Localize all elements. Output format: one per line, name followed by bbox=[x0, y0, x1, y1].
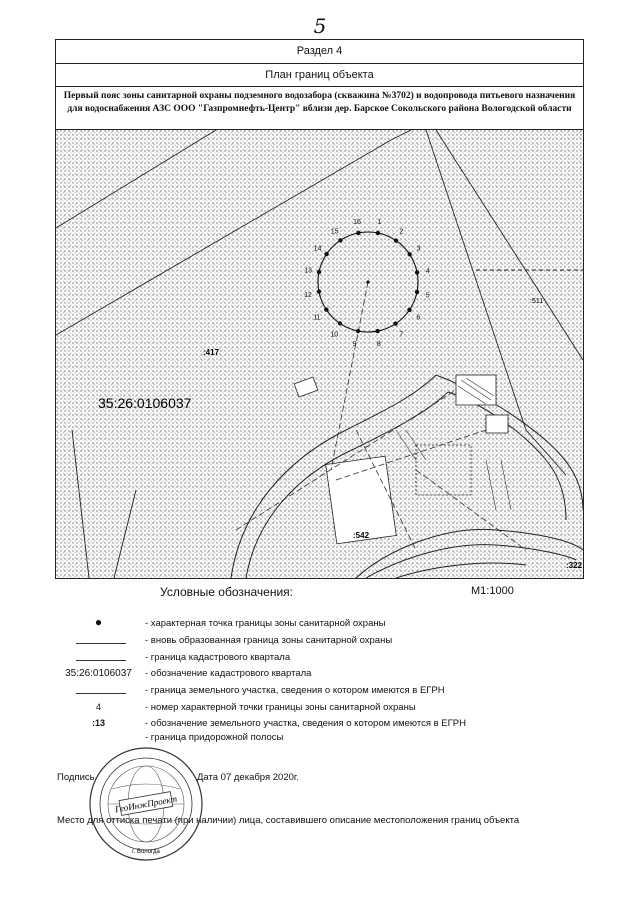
zone-point bbox=[415, 290, 419, 294]
legend-item bbox=[0, 635, 640, 651]
plan-subtitle: План границ объекта bbox=[56, 64, 583, 87]
legend-text: - граница придорожной полосы bbox=[145, 732, 284, 743]
parcel-label: :511 bbox=[530, 298, 544, 305]
zone-point bbox=[407, 252, 411, 256]
parcel-symbol: :13 bbox=[91, 718, 105, 728]
legend-item bbox=[0, 668, 640, 684]
zone-point-number: 13 bbox=[304, 267, 313, 275]
zone-point-number: 4 bbox=[425, 268, 430, 276]
legend-text: - граница кадастрового квартала bbox=[145, 652, 291, 663]
legend-text: - вновь образованная граница зоны санитарной охраны bbox=[145, 635, 393, 646]
seal-bottom-text: г. Вологда bbox=[132, 849, 160, 855]
zone-point-number: 1 bbox=[377, 219, 382, 227]
zone-point bbox=[324, 307, 328, 311]
legend-item bbox=[0, 685, 640, 701]
scale-label: М1:1000 bbox=[471, 585, 514, 597]
object-title: Первый пояс зоны санитарной охраны подземного водозабора (скважина №3702) и водопровода питьевого назначения для водоснабжения АЗС ООО "Газпромнефть-Центр" вблизи дер. Барское Сокольского района Вологодской области bbox=[56, 87, 583, 130]
legend bbox=[0, 580, 640, 750]
well-point bbox=[366, 280, 369, 283]
legend-item bbox=[0, 652, 640, 668]
signature-date: Дата 07 декабря 2020г. bbox=[197, 772, 299, 783]
zone-point bbox=[393, 321, 397, 325]
zone-point-number: 11 bbox=[313, 314, 321, 322]
zone-point bbox=[407, 308, 411, 312]
page-number: 5 bbox=[313, 14, 327, 38]
zone-point-number: 5 bbox=[425, 292, 430, 300]
point-symbol: ● bbox=[94, 615, 103, 629]
parcel-label: :417 bbox=[203, 348, 220, 357]
zone-point-number: 8 bbox=[376, 340, 381, 348]
legend-text: - граница земельного участка, сведения о котором имеются в ЕГРН bbox=[145, 685, 445, 696]
zone-point-number: 10 bbox=[330, 331, 339, 339]
zone-point bbox=[394, 238, 398, 242]
legend-text: - обозначение земельного участка, сведения о котором имеются в ЕГРН bbox=[145, 718, 466, 729]
zone-point bbox=[338, 321, 342, 325]
zone-point bbox=[317, 289, 321, 293]
zone-point-number: 16 bbox=[353, 219, 361, 227]
zone-point-number: 6 bbox=[416, 314, 421, 322]
parcel-label: :322 bbox=[566, 561, 583, 570]
quarter-label: 35:26:0106037 bbox=[98, 395, 192, 411]
zone-point-number: 7 bbox=[399, 331, 404, 339]
company-seal bbox=[86, 744, 206, 864]
legend-text: - номер характерной точки границы зоны санитарной охраны bbox=[145, 702, 416, 713]
zone-point-number: 15 bbox=[330, 228, 339, 236]
signature-label: Подпись bbox=[57, 772, 95, 783]
zone-point bbox=[356, 231, 360, 235]
parcel-label: :542 bbox=[353, 531, 370, 540]
zone-point-number: 9 bbox=[352, 340, 357, 348]
zone-point-number: 3 bbox=[416, 245, 421, 253]
zone-point bbox=[376, 231, 380, 235]
boundary-map bbox=[56, 130, 583, 578]
legend-item bbox=[0, 615, 640, 634]
zone-point bbox=[415, 270, 419, 274]
zone-point bbox=[317, 270, 321, 274]
stamp-note: Место для оттиска печати (при наличии) лица, составившего описание местоположения границ объекта bbox=[57, 815, 520, 826]
quarter-symbol: 35:26:0106037 bbox=[65, 668, 132, 679]
section-title: Раздел 4 bbox=[56, 40, 583, 64]
zone-point-number: 12 bbox=[304, 291, 312, 299]
seal-center-text: ГеоИнжПроект bbox=[114, 793, 178, 815]
number-symbol: 4 bbox=[95, 702, 101, 712]
zone-point bbox=[338, 238, 342, 242]
legend-text: - характерная точка границы зоны санитарной охраны bbox=[145, 618, 386, 629]
zone-point bbox=[356, 329, 360, 333]
legend-item bbox=[0, 702, 640, 718]
zone-point-number: 2 bbox=[399, 228, 404, 236]
zone-point-number: 14 bbox=[313, 245, 322, 253]
zone-point bbox=[324, 252, 328, 256]
legend-title: Условные обозначения: bbox=[160, 585, 293, 599]
zone-point bbox=[375, 329, 379, 333]
legend-text: - обозначение кадастрового квартала bbox=[145, 668, 312, 679]
plan-frame bbox=[55, 39, 584, 579]
